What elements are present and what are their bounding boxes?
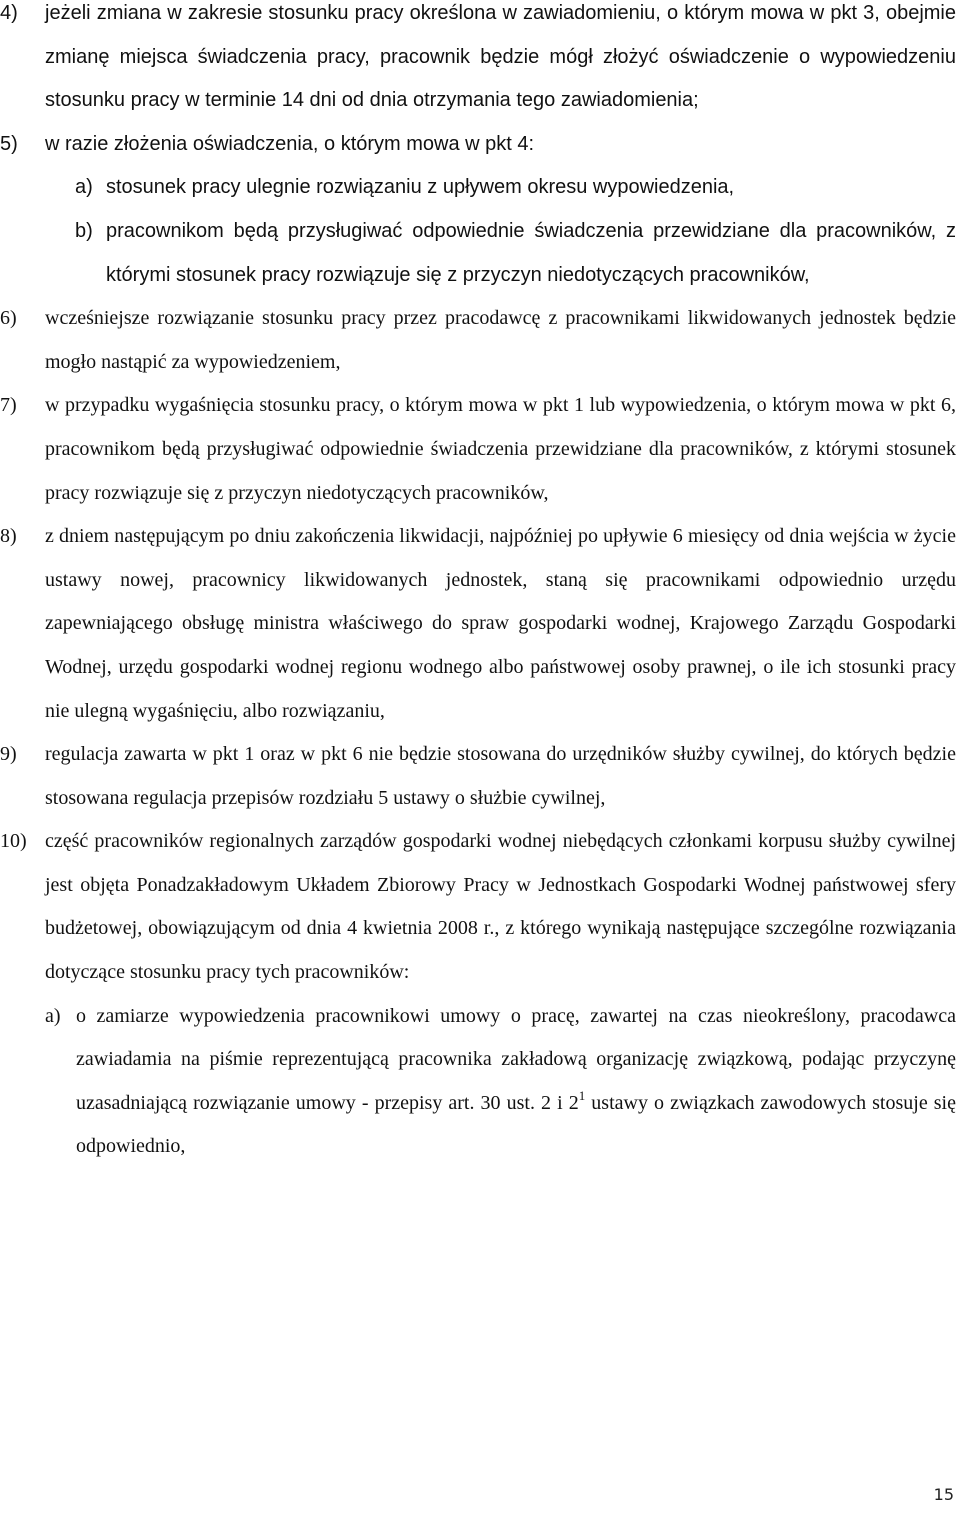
list-number: 5) bbox=[0, 132, 18, 155]
list-item-text: z dniem następującym po dniu zakończenia likwidacji, najpóźniej po upływie 6 miesięcy od dnia wejścia w życie ustawy nowej, pracownicy likwidowanych jednostek, staną się pracownikami odpowiednio urzędu zapewniającego obsługę ministra właściwego do spraw gospodarki wodnej, Krajowego Zarządu Gospodarki Wodnej, urzędu gospodarki wodnej regionu wodnego albo państwowej osoby prawnej, o ile ich stosunki pracy nie ulegną wygaśnięciu, albo rozwiązaniu, bbox=[45, 525, 956, 722]
list-number: 9) bbox=[0, 743, 17, 766]
sub-text-before: o zamiarze wypowiedzenia pracownikowi umowy o pracę, zawartej na czas nieokreślony, pracodawca zawiadamia na piśmie reprezentującą pracownika zakładową organizację związkową, podając przyczynę uzasadniającą rozwiązanie umowy - przepisy art. 30 ust. 2 i 2 bbox=[76, 1004, 956, 1114]
list-number: 10) bbox=[0, 830, 27, 853]
sub-text: stosunek pracy ulegnie rozwiązaniu z upływem okresu wypowiedzenia, bbox=[106, 176, 735, 199]
list-item-6 bbox=[0, 297, 956, 384]
sub-label: a) bbox=[45, 1004, 61, 1027]
list-item-text: w razie złożenia oświadczenia, o którym mowa w pkt 4: bbox=[45, 132, 535, 155]
list-item-text: wcześniejsze rozwiązanie stosunku pracy przez pracodawcę z pracownikami likwidowanych jednostek będzie mogło nastąpić za wypowiedzeniem, bbox=[45, 307, 956, 373]
sub-label: b) bbox=[75, 219, 93, 242]
list-item-5 bbox=[0, 123, 956, 167]
list-number: 6) bbox=[0, 307, 17, 330]
list-number: 7) bbox=[0, 394, 17, 417]
list-number: 8) bbox=[0, 525, 17, 548]
list-item-text: jeżeli zmiana w zakresie stosunku pracy określona w zawiadomieniu, o którym mowa w pkt 3, obejmie zmianę miejsca świadczenia pracy, pracownik będzie mógł złożyć oświadczenie o wypowiedzeniu stosunku pracy w terminie 14 dni od dnia otrzymania tego zawiadomienia; bbox=[45, 2, 956, 112]
list-subitem-10a bbox=[0, 995, 956, 1169]
list-number: 4) bbox=[0, 2, 18, 24]
list-item-9 bbox=[0, 733, 956, 820]
sub-text: pracownikom będą przysługiwać odpowiednie świadczenia przewidziane dla pracowników, z którymi stosunek pracy rozwiązuje się z przyczyn niedotyczących pracowników, bbox=[106, 219, 956, 286]
list-subitem-5a bbox=[0, 166, 956, 210]
list-item-4 bbox=[0, 0, 956, 123]
list-item-7 bbox=[0, 384, 956, 515]
sub-text bbox=[76, 995, 956, 1169]
list-item-text: w przypadku wygaśnięcia stosunku pracy, o którym mowa w pkt 1 lub wypowiedzenia, o którym mowa w pkt 6, pracownikom będą przysługiwać odpowiednie świadczenia przewidziane dla pracowników, z którymi stosunek pracy rozwiązuje się z przyczyn niedotyczących pracowników, bbox=[45, 394, 956, 504]
list-item-8 bbox=[0, 515, 956, 733]
list-subitem-5b bbox=[0, 210, 956, 297]
sub-label: a) bbox=[75, 176, 93, 199]
sub-text-after: ustawy o związkach zawodowych stosuje się odpowiednio, bbox=[76, 1091, 956, 1158]
list-item-text: regulacja zawarta w pkt 1 oraz w pkt 6 nie będzie stosowana do urzędników służby cywilnej, do których będzie stosowana regulacja przepisów rozdziału 5 ustawy o służbie cywilnej, bbox=[45, 743, 956, 809]
superscript: 1 bbox=[578, 1087, 586, 1103]
list-item-text: część pracowników regionalnych zarządów gospodarki wodnej niebędących członkami korpusu służby cywilnej jest objęta Ponadzakładowym Układem Zbiorowy Pracy w Jednostkach Gospodarki Wodnej państwowej sfery budżetowej, obowiązującym od dnia 4 kwietnia 2008 r., z którego wynikają następujące szczególne rozwiązania dotyczące stosunku pracy tych pracowników: bbox=[45, 830, 956, 984]
list-item-10 bbox=[0, 820, 956, 994]
page-number: 15 bbox=[933, 1485, 954, 1504]
